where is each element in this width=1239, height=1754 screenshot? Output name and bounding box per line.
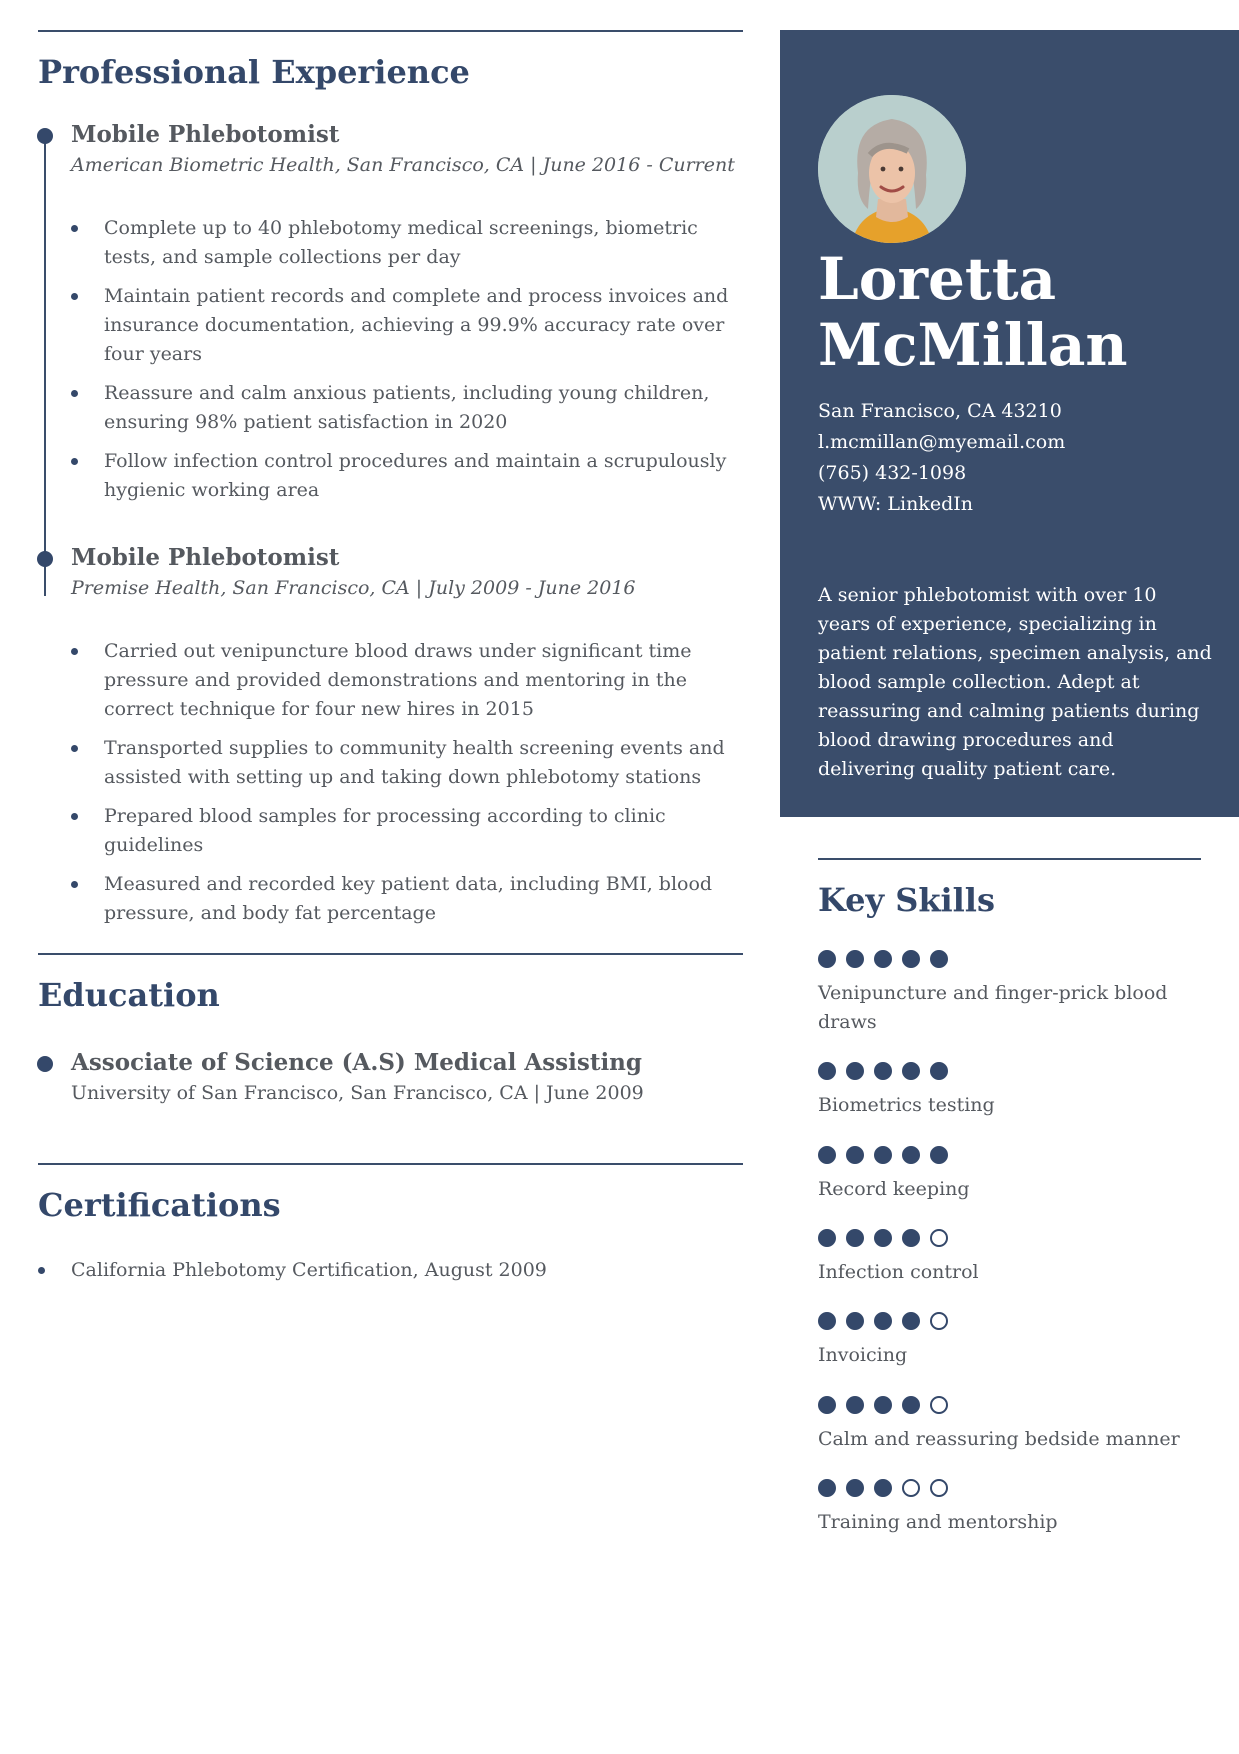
skill-rating — [818, 1229, 1201, 1247]
list-item — [71, 734, 743, 792]
rating-dot-filled — [902, 950, 920, 968]
rating-dot-filled — [902, 1312, 920, 1330]
rating-dot-filled — [846, 1479, 864, 1497]
skill-rating — [818, 1146, 1201, 1164]
job-bullets — [71, 637, 743, 938]
section-divider — [818, 858, 1201, 860]
job-employer: Premise Health, San Francisco, CA | July 2009 - June 2016 — [71, 577, 636, 599]
skill-item — [818, 1396, 1201, 1454]
rating-dot-filled — [874, 1146, 892, 1164]
skill-item — [818, 1062, 1201, 1120]
rating-dot-filled — [874, 1229, 892, 1247]
degree-title: Associate of Science (A.S) Medical Assisting — [71, 1049, 642, 1076]
list-item — [71, 637, 743, 724]
rating-dot-empty — [930, 1229, 948, 1247]
bullet-dot — [71, 390, 78, 397]
skill-rating — [818, 1312, 1201, 1330]
skill-rating — [818, 1479, 1201, 1497]
bullet-dot — [71, 881, 78, 888]
rating-dot-filled — [846, 1062, 864, 1080]
rating-dot-filled — [846, 1146, 864, 1164]
job-employer: American Biometric Health, San Francisco, CA | June 2016 - Current — [71, 154, 735, 176]
education-section — [38, 953, 743, 1104]
rating-dot-filled — [818, 1229, 836, 1247]
timeline-dot — [37, 128, 53, 144]
rating-dot-filled — [902, 1396, 920, 1414]
job-bullets — [71, 214, 743, 515]
portrait-photo — [818, 95, 966, 243]
rating-dot-filled — [818, 1479, 836, 1497]
rating-dot-filled — [930, 1146, 948, 1164]
section-divider — [38, 30, 743, 32]
bullet-text: Transported supplies to community health screening events and assisted with setting up and taking down phlebotomy stations — [104, 737, 725, 788]
rating-dot-filled — [846, 1396, 864, 1414]
list-item — [71, 802, 743, 860]
timeline-dot — [37, 551, 53, 567]
rating-dot-filled — [818, 1396, 836, 1414]
rating-dot-filled — [846, 1229, 864, 1247]
certifications-list — [38, 1256, 710, 1295]
skill-label: Infection control — [818, 1261, 979, 1283]
avatar — [818, 95, 966, 243]
rating-dot-filled — [902, 1146, 920, 1164]
last-name: McMillan — [818, 311, 1128, 379]
certifications-section — [38, 1163, 743, 1281]
skill-item — [818, 1312, 1201, 1370]
skill-label: Training and mentorship — [818, 1511, 1058, 1533]
rating-dot-empty — [930, 1396, 948, 1414]
rating-dot-filled — [818, 1312, 836, 1330]
rating-dot-empty — [930, 1312, 948, 1330]
skill-label: Record keeping — [818, 1178, 970, 1200]
rating-dot-filled — [874, 950, 892, 968]
bullet-dot — [71, 458, 78, 465]
bullet-text: Follow infection control procedures and maintain a scrupulously hygienic working area — [104, 450, 727, 501]
skill-item — [818, 1229, 1201, 1287]
section-divider — [38, 953, 743, 955]
certification-text: California Phlebotomy Certification, August 2009 — [71, 1259, 547, 1281]
bullet-dot — [71, 813, 78, 820]
bullet-text: Carried out venipuncture blood draws under significant time pressure and provided demonstrations and mentoring in the correct technique for four new hires in 2015 — [104, 640, 692, 720]
skill-item — [818, 1479, 1201, 1537]
skill-rating — [818, 950, 1201, 968]
rating-dot-filled — [874, 1062, 892, 1080]
list-item — [71, 870, 743, 928]
rating-dot-filled — [818, 1062, 836, 1080]
bullet-text: Measured and recorded key patient data, including BMI, blood pressure, and body fat percentage — [104, 873, 713, 924]
rating-dot-filled — [846, 950, 864, 968]
education-heading: Education — [38, 976, 220, 1014]
school-name: University of San Francisco, San Francisco, CA | June 2009 — [71, 1082, 644, 1104]
bullet-text: Maintain patient records and complete and process invoices and insurance documentation, achieving a 99.9% accuracy rate over four years — [104, 285, 729, 365]
rating-dot-filled — [874, 1312, 892, 1330]
bullet-dot — [71, 648, 78, 655]
list-item — [71, 379, 743, 437]
experience-section — [38, 30, 743, 924]
rating-dot-empty — [930, 1479, 948, 1497]
rating-dot-filled — [930, 950, 948, 968]
timeline-line — [44, 140, 46, 596]
bullet-dot — [71, 225, 78, 232]
skill-item — [818, 950, 1201, 1037]
rating-dot-filled — [874, 1396, 892, 1414]
rating-dot-filled — [902, 1229, 920, 1247]
rating-dot-filled — [818, 950, 836, 968]
rating-dot-filled — [874, 1479, 892, 1497]
bullet-dot — [71, 745, 78, 752]
timeline-dot — [37, 1056, 53, 1072]
certifications-heading: Certifications — [38, 1186, 281, 1224]
skills-heading: Key Skills — [818, 881, 995, 919]
bullet-text: Complete up to 40 phlebotomy medical screenings, biometric tests, and sample collections per day — [104, 217, 698, 268]
list-item — [71, 282, 743, 369]
rating-dot-filled — [930, 1062, 948, 1080]
list-item — [71, 214, 743, 272]
email-link[interactable]: l.mcmillan@myemail.com — [818, 431, 1066, 453]
list-item — [71, 447, 743, 505]
bullet-dot — [71, 293, 78, 300]
skill-rating — [818, 1062, 1201, 1080]
bullet-text: Reassure and calm anxious patients, including young children, ensuring 98% patient satisfaction in 2020 — [104, 382, 710, 433]
skill-label: Invoicing — [818, 1344, 908, 1366]
bullet-dot — [38, 1267, 45, 1274]
job-title: Mobile Phlebotomist — [71, 544, 340, 571]
skill-label: Venipuncture and finger-prick blood draws — [818, 982, 1168, 1033]
skills-section — [818, 858, 1201, 1533]
skill-label: Biometrics testing — [818, 1094, 995, 1116]
rating-dot-filled — [846, 1312, 864, 1330]
bullet-text: Prepared blood samples for processing according to clinic guidelines — [104, 805, 666, 856]
rating-dot-filled — [902, 1062, 920, 1080]
candidate-name — [818, 246, 1128, 378]
skill-label: Calm and reassuring bedside manner — [818, 1428, 1180, 1450]
section-divider — [38, 1163, 743, 1165]
experience-heading: Professional Experience — [38, 53, 470, 91]
first-name: Loretta — [818, 245, 1057, 313]
linkedin-link[interactable]: WWW: LinkedIn — [818, 493, 973, 515]
phone-text: (765) 432-1098 — [818, 462, 967, 484]
rating-dot-empty — [902, 1479, 920, 1497]
rating-dot-filled — [818, 1146, 836, 1164]
skill-item — [818, 1146, 1201, 1204]
contact-info — [818, 396, 1065, 520]
profile-summary: A senior phlebotomist with over 10 years of experience, specializing in patient relations, specimen analysis, and blood sample collection. Adept at reassuring and calming patients during blood drawing procedures and delivering quality patient care. — [818, 584, 1212, 780]
location-text: San Francisco, CA 43210 — [818, 400, 1062, 422]
skill-rating — [818, 1396, 1201, 1414]
profile-sidebar — [780, 30, 1239, 817]
list-item — [38, 1256, 710, 1285]
job-title: Mobile Phlebotomist — [71, 121, 340, 148]
